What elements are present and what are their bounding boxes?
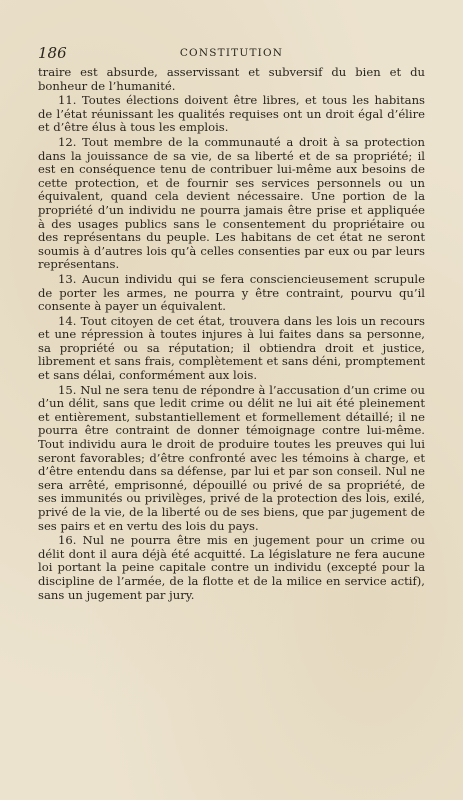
page-number: 186 bbox=[38, 44, 67, 62]
paragraph-continuation: traire est absurde, asservissant et subversif du bien et du bonheur de l’humanité. bbox=[38, 65, 425, 93]
article-11: 11. Toutes élections doivent être libres, et tous les habitans de l’état réunissant les qualités requises ont un droit égal d’élire et d’être élus à tous les emplois. bbox=[38, 93, 425, 135]
running-title: CONSTITUTION bbox=[179, 47, 284, 59]
page-body bbox=[38, 66, 425, 602]
page-header bbox=[38, 44, 425, 62]
article-16: 16. Nul ne pourra être mis en jugement pour un crime ou délit dont il aura déjà été acquitté. La législature ne fera aucune loi portant la peine capitale contre un individu (excepté pour la discipline de l’armée, de la flotte et de la milice en service actif), sans un jugement par jury. bbox=[38, 533, 425, 602]
article-15: 15. Nul ne sera tenu de répondre à l’accusation d’un crime ou d’un délit, sans que ledit crime ou délit ne lui ait été pleinement et entièrement, substantiellement et formellement détaillé; il ne pourra être contraint de donner témoignage contre lui-même. Tout individu aura le droit de produire toutes les preuves qui lui seront favorables; d’être confronté avec les témoins à charge, et d’être entendu dans sa défense, par lui et par son conseil. Nul ne sera arrêté, emprisonné, dépouillé ou privé de sa propriété, de ses immunités ou privilèges, privé de la protection des lois, exilé, privé de la vie, de la liberté ou de ses biens, que par jugement de ses pairs et en vertu des lois du pays. bbox=[38, 382, 425, 533]
article-13: 13. Aucun individu qui se fera consciencieusement scrupule de porter les armes, ne pourra y être contraint, pourvu qu’il consente à payer un équivalent. bbox=[38, 271, 425, 314]
article-14: 14. Tout citoyen de cet état, trouvera dans les lois un recours et une répression à toutes injures à lui faites dans sa personne, sa propriété ou sa réputation; il obtiendra droit et justice, librement et sans frais, complètement et sans déni, promptement et sans délai, conformément aux lois. bbox=[38, 313, 425, 383]
article-12: 12. Tout membre de la communauté a droit à sa protection dans la jouissance de sa vie, de sa liberté et de sa propriété; il est en conséquence tenu de contribuer lui-même aux besoins de cette protection, et de fournir ses services personnels ou un équivalent, quand cela devient nécessaire. Une portion de la propriété d’un individu ne pourra jamais être prise et appliquée à des usages publics sans le consentement du propriétaire ou des représentans du peuple. Les habitans de cet état ne seront soumis à d’autres lois qu’à celles consenties par eux ou par leurs représentans. bbox=[38, 134, 425, 272]
